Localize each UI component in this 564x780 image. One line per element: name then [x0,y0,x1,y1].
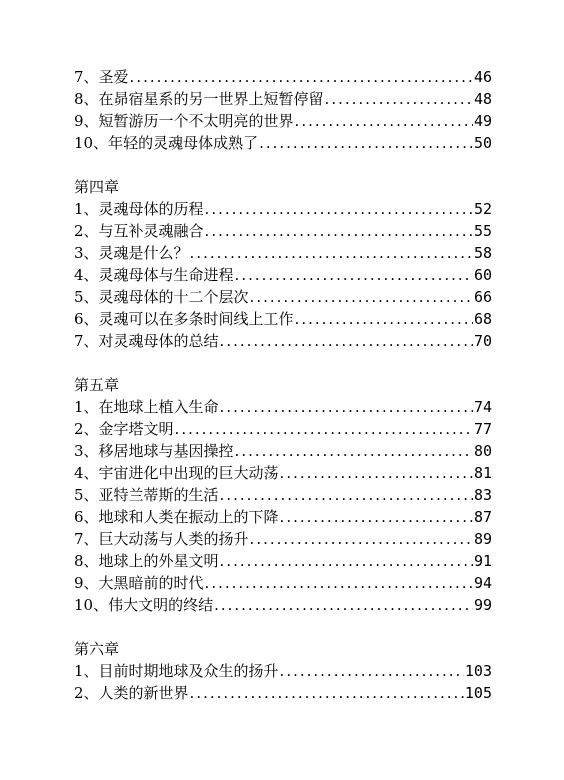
toc-entry-title: 2、与互补灵魂融合 [74,222,204,240]
toc-section [74,638,492,704]
toc-section [74,374,492,616]
toc-entry-page: 105 [464,684,492,702]
toc-entry-title: 9、短暂游历一个不太明亮的世界 [74,112,294,130]
toc-entry-page: 81 [473,464,492,482]
toc-entry-title: 7、圣爱 [74,68,129,86]
dot-leader [220,550,473,572]
toc-entry[interactable] [74,506,492,528]
toc-entry-title: 1、在地球上植入生命 [74,398,219,416]
toc-entry-title: 1、灵魂母体的历程 [74,200,204,218]
dot-leader [325,88,473,110]
dot-leader [235,440,473,462]
toc-entry-page: 58 [473,244,492,262]
toc-entry-title: 8、在昴宿星系的另一世界上短暂停留 [74,90,324,108]
toc-entry-title: 2、金字塔文明 [74,420,174,438]
toc-entry-title: 10、年轻的灵魂母体成熟了 [74,134,259,152]
toc-entry-title: 7、巨大动荡与人类的扬升 [74,530,249,548]
toc-page [74,66,492,704]
dot-leader [214,594,473,616]
toc-entry-page: 55 [473,222,492,240]
dot-leader [205,198,473,220]
toc-entry-page: 87 [473,508,492,526]
toc-entry[interactable] [74,572,492,594]
toc-entry[interactable] [74,110,492,132]
toc-entry-title: 3、灵魂是什么？ [74,244,189,262]
dot-leader [190,242,473,264]
toc-entry-page: 80 [473,442,492,460]
toc-entry-title: 5、亚特兰蒂斯的生活 [74,486,219,504]
toc-entry[interactable] [74,396,492,418]
toc-entry[interactable] [74,440,492,462]
dot-leader [235,264,473,286]
dot-leader [175,418,473,440]
dot-leader [250,528,473,550]
toc-entry-page: 99 [473,596,492,614]
toc-entry[interactable] [74,264,492,286]
toc-entry-title: 5、灵魂母体的十二个层次 [74,288,249,306]
dot-leader [220,330,473,352]
toc-entry-title: 4、宇宙进化中出现的巨大动荡 [74,464,279,482]
toc-entry-page: 66 [473,288,492,306]
toc-entry[interactable] [74,88,492,110]
toc-entry-page: 103 [464,662,492,680]
toc-entry[interactable] [74,308,492,330]
dot-leader [280,506,473,528]
toc-entry[interactable] [74,330,492,352]
dot-leader [250,286,473,308]
dot-leader [280,660,464,682]
toc-section [74,66,492,154]
toc-entry-title: 2、人类的新世界 [74,684,189,702]
toc-entry-page: 50 [473,134,492,152]
toc-entry-page: 94 [473,574,492,592]
toc-entry[interactable] [74,198,492,220]
dot-leader [295,308,473,330]
toc-entry[interactable] [74,528,492,550]
toc-entry-title: 1、目前时期地球及众生的扬升 [74,662,279,680]
toc-entry-page: 60 [473,266,492,284]
toc-entry-page: 91 [473,552,492,570]
toc-entry-page: 89 [473,530,492,548]
toc-entry-title: 4、灵魂母体与生命进程 [74,266,234,284]
toc-entry[interactable] [74,132,492,154]
toc-entry-title: 6、地球和人类在振动上的下降 [74,508,279,526]
toc-entry-page: 49 [473,112,492,130]
toc-entry[interactable] [74,418,492,440]
toc-entry-title: 3、移居地球与基因操控 [74,442,234,460]
toc-entry-title: 9、大黑暗前的时代 [74,574,204,592]
dot-leader [259,132,473,154]
toc-entry[interactable] [74,286,492,308]
toc-entry-page: 74 [473,398,492,416]
toc-entry-title: 7、对灵魂母体的总结 [74,332,219,350]
toc-entry[interactable] [74,242,492,264]
toc-entry-page: 68 [473,310,492,328]
toc-entry[interactable] [74,682,492,704]
toc-entry[interactable] [74,594,492,616]
toc-entry[interactable] [74,660,492,682]
toc-entry-page: 83 [473,486,492,504]
toc-entry-page: 70 [473,332,492,350]
dot-leader [220,484,473,506]
dot-leader [130,66,473,88]
chapter-heading: 第六章 [74,640,120,658]
toc-entry-page: 77 [473,420,492,438]
toc-section [74,176,492,352]
dot-leader [220,396,473,418]
toc-entry-page: 52 [473,200,492,218]
dot-leader [205,220,473,242]
dot-leader [190,682,464,704]
toc-entry[interactable] [74,462,492,484]
chapter-heading: 第四章 [74,178,120,196]
toc-entry-page: 48 [473,90,492,108]
toc-entry[interactable] [74,220,492,242]
toc-entry-title: 8、地球上的外星文明 [74,552,219,570]
toc-entry-page: 46 [473,68,492,86]
dot-leader [280,462,473,484]
chapter-heading: 第五章 [74,376,120,394]
toc-entry[interactable] [74,550,492,572]
dot-leader [205,572,473,594]
toc-entry[interactable] [74,66,492,88]
toc-entry[interactable] [74,484,492,506]
toc-entry-title: 10、伟大文明的终结 [74,596,214,614]
dot-leader [295,110,473,132]
toc-entry-title: 6、灵魂可以在多条时间线上工作 [74,310,294,328]
